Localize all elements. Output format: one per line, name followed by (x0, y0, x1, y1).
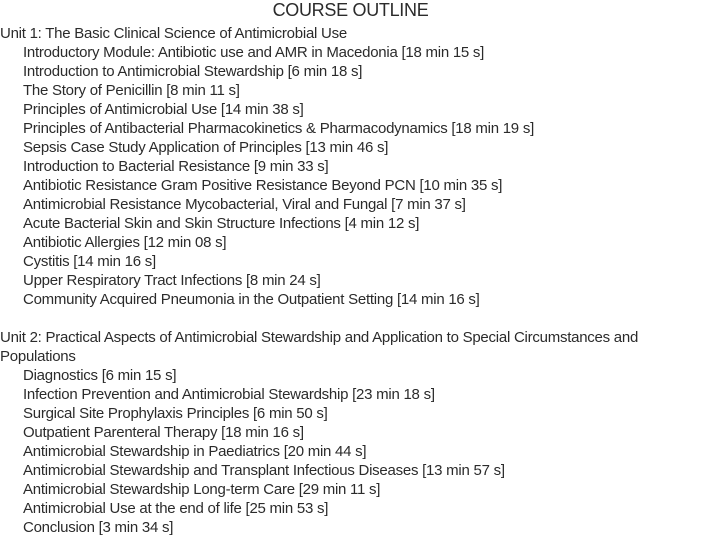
lesson-item: Upper Respiratory Tract Infections [8 min 24 s] (23, 272, 321, 289)
lesson-item: Introduction to Bacterial Resistance [9 min 33 s] (23, 158, 329, 175)
lesson-item: Conclusion [3 min 34 s] (23, 519, 174, 536)
lesson-item: Community Acquired Pneumonia in the Outpatient Setting [14 min 16 s] (23, 291, 480, 308)
lesson-item: Antibiotic Resistance Gram Positive Resistance Beyond PCN [10 min 35 s] (23, 177, 503, 194)
lesson-item: Antibiotic Allergies [12 min 08 s] (23, 234, 227, 251)
lesson-item: Cystitis [14 min 16 s] (23, 253, 156, 270)
lesson-item: Antimicrobial Resistance Mycobacterial, Viral and Fungal [7 min 37 s] (23, 196, 466, 213)
lesson-item: Outpatient Parenteral Therapy [18 min 16 s] (23, 424, 304, 441)
lesson-item: Infection Prevention and Antimicrobial Stewardship [23 min 18 s] (23, 386, 435, 403)
lesson-item: Surgical Site Prophylaxis Principles [6 min 50 s] (23, 405, 328, 422)
lesson-item: Antimicrobial Stewardship and Transplant Infectious Diseases [13 min 57 s] (23, 462, 505, 479)
lesson-item: Introduction to Antimicrobial Stewardship [6 min 18 s] (23, 63, 363, 80)
lesson-item: Antimicrobial Stewardship in Paediatrics [20 min 44 s] (23, 443, 367, 460)
lesson-item: Introductory Module: Antibiotic use and AMR in Macedonia [18 min 15 s] (23, 44, 485, 61)
unit-heading: Unit 1: The Basic Clinical Science of Antimicrobial Use (0, 25, 347, 42)
lesson-item: Sepsis Case Study Application of Principles [13 min 46 s] (23, 139, 389, 156)
page-title: COURSE OUTLINE (272, 0, 429, 20)
lesson-item: The Story of Penicillin [8 min 11 s] (23, 82, 240, 99)
lesson-item: Antimicrobial Use at the end of life [25 min 53 s] (23, 500, 329, 517)
lesson-item: Acute Bacterial Skin and Skin Structure Infections [4 min 12 s] (23, 215, 420, 232)
unit-heading: Unit 2: Practical Aspects of Antimicrobial Stewardship and Application to Special Circumstances and Populations (0, 329, 639, 365)
unit-2-section (0, 328, 701, 537)
unit-spacer (0, 309, 701, 328)
lesson-item: Principles of Antibacterial Pharmacokinetics & Pharmacodynamics [18 min 19 s] (23, 120, 534, 137)
lesson-item: Diagnostics [6 min 15 s] (23, 367, 177, 384)
lesson-item: Antimicrobial Stewardship Long-term Care [29 min 11 s] (23, 481, 381, 498)
lesson-list (0, 366, 701, 537)
lesson-item: Principles of Antimicrobial Use [14 min 38 s] (23, 101, 304, 118)
unit-1-section (0, 24, 701, 309)
lesson-list (0, 43, 701, 309)
